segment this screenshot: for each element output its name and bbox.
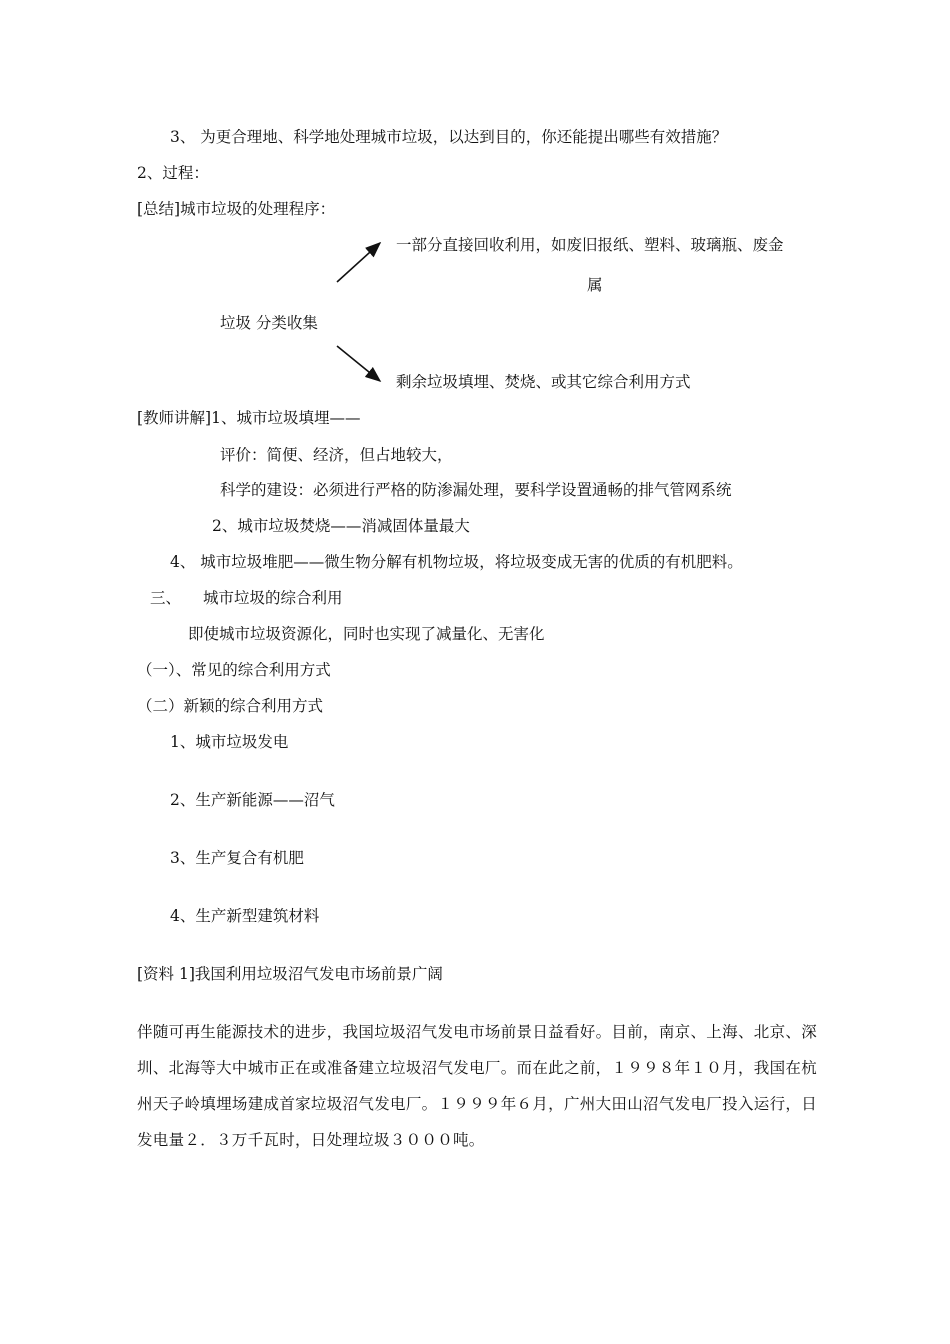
novel-utilization-heading: （二）新颖的综合利用方式 bbox=[137, 697, 324, 715]
arrow-up bbox=[337, 243, 380, 282]
compost-item: 4、 城市垃圾堆肥——微生物分解有机物垃圾，将垃圾变成无害的优质的有机肥料。 bbox=[170, 553, 743, 571]
diagram-upper-line1: 一部分直接回收利用，如废旧报纸、塑料、玻璃瓶、废金 bbox=[396, 236, 784, 254]
material-title: [资料 1]我国利用垃圾沼气发电市场前景广阔 bbox=[137, 965, 443, 983]
section-3-title: 城市垃圾的综合利用 bbox=[203, 589, 343, 607]
section-3-number: 三、 bbox=[150, 589, 182, 607]
diagram-source: 垃圾 分类收集 bbox=[220, 314, 318, 332]
diagram-lower: 剩余垃圾填埋、焚烧、或其它综合利用方式 bbox=[396, 373, 691, 391]
teacher-explanation: [教师讲解]1、城市垃圾填埋—— bbox=[137, 409, 361, 427]
landfill-construction: 科学的建设：必须进行严格的防渗漏处理，要科学设置通畅的排气管网系统 bbox=[220, 481, 732, 499]
novel-item: 4、生产新型建筑材料 bbox=[170, 907, 320, 925]
incineration-item: 2、城市垃圾焚烧——消减固体量最大 bbox=[212, 517, 470, 535]
novel-item: 3、生产复合有机肥 bbox=[170, 849, 304, 867]
question-3: 3、 为更合理地、科学地处理城市垃圾，以达到目的，你还能提出哪些有效措施？ bbox=[170, 128, 728, 146]
process-heading: 2、过程： bbox=[137, 164, 209, 182]
arrow-down bbox=[337, 346, 380, 381]
material-body: 伴随可再生能源技术的进步，我国垃圾沼气发电市场前景日益看好。目前，南京、上海、北京、深圳、北海等大中城市正在或准备建立垃圾沼气发电厂。而在此之前，１９９８年１０月，我国在杭州天子岭填埋场建成首家垃圾沼气发电厂。１９９９年６月，广州大田山沼气发电厂投入运行，日发电量２．３万千瓦时，日处理垃圾３０００吨。 bbox=[137, 1023, 817, 1149]
diagram-upper-line2: 属 bbox=[587, 276, 603, 294]
novel-item: 1、城市垃圾发电 bbox=[170, 733, 289, 751]
novel-item: 2、生产新能源——沼气 bbox=[170, 791, 335, 809]
common-utilization-heading: （一）、常见的综合利用方式 bbox=[137, 661, 331, 679]
section-3-description: 即使城市垃圾资源化，同时也实现了减量化、无害化 bbox=[188, 625, 545, 643]
landfill-evaluation: 评价：简便、经济，但占地较大， bbox=[220, 446, 453, 464]
summary-heading: [总结]城市垃圾的处理程序： bbox=[137, 200, 336, 218]
